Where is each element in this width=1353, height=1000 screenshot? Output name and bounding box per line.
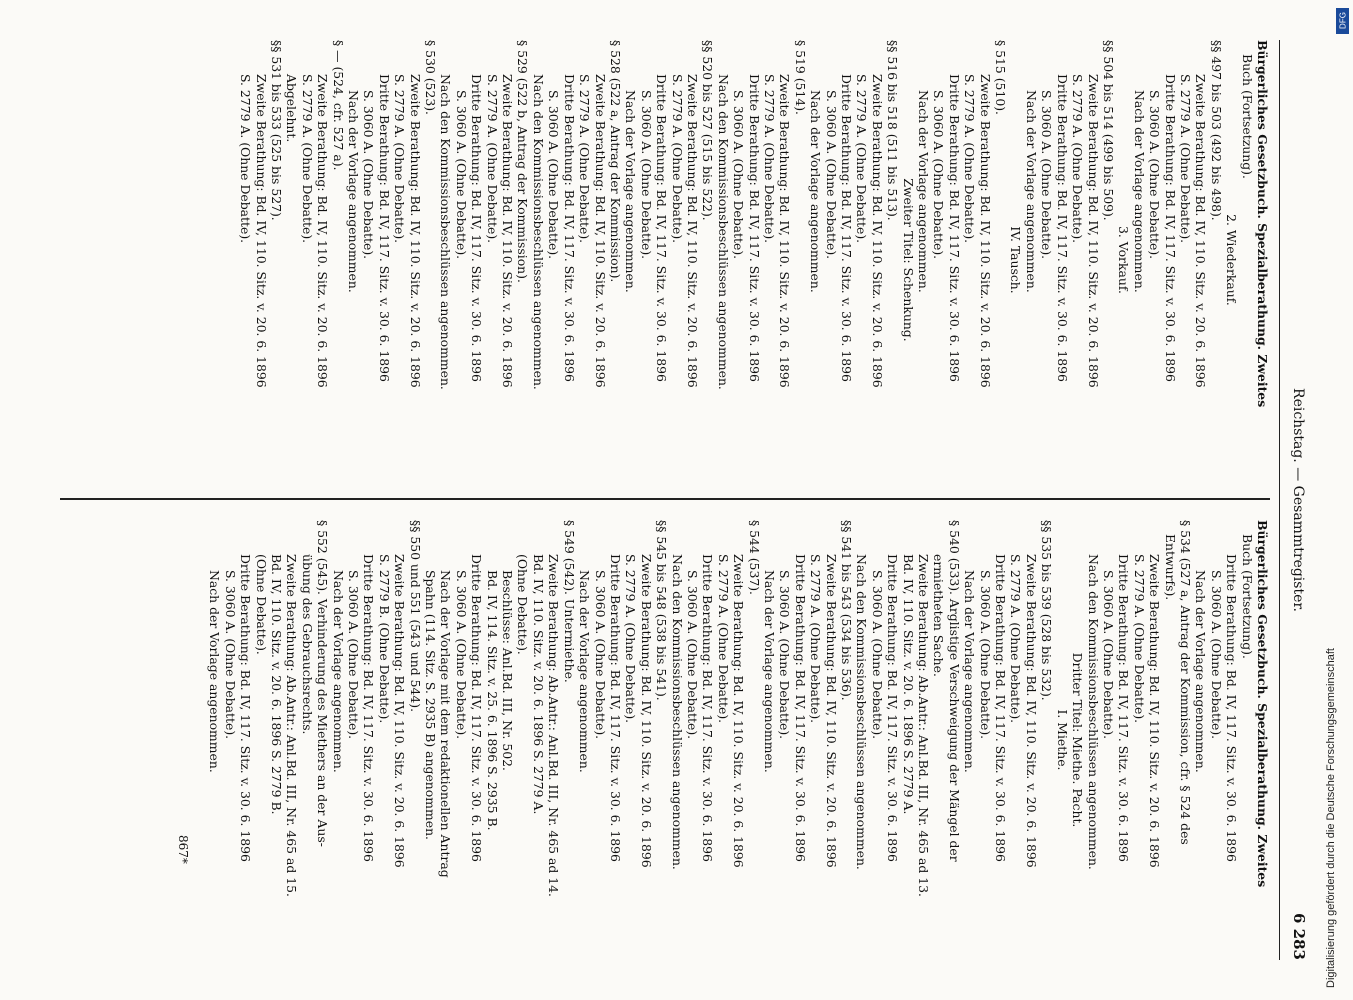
left_column-line: S. 3060 A. (Ohne Debatte). <box>1039 90 1055 260</box>
left_column-line: Nach der Vorlage angenommen. <box>808 90 824 293</box>
right_column-line: Nach den Kommissionsbeschlüssen angenommen. <box>1085 554 1101 870</box>
right_column-line: S. 2779 B. (Ohne Debatte). <box>376 554 392 724</box>
left_column-line: Dritte Berathung: Bd. IV, 117. Sitz. v. 30. 6. 1896 <box>1054 74 1070 382</box>
right_column-line: Nach der Vorlage angenommen. <box>962 570 978 773</box>
right_column-line: §§ 535 bis 539 (528 bis 532). <box>1039 520 1055 701</box>
right_column-line: Nach der Vorlage angenommen. <box>1193 570 1209 773</box>
right_column-line: Buch (Fortsetzung). <box>1239 534 1255 659</box>
left_column-line: Dritte Berathung: Bd. IV, 117. Sitz. v. 30. 6. 1896 <box>654 74 670 382</box>
right_column-line: Dritter Titel: Miethe. Pacht. <box>1070 652 1086 828</box>
right_column-line: S. 2779 A. (Ohne Debatte). <box>1008 554 1024 724</box>
left_column-line: §§ 504 bis 514 (499 bis 509). <box>1100 40 1116 221</box>
left_column-line: Zweite Berathung: Bd. IV, 110. Sitz. v. 20. 6. 1896 <box>500 74 516 388</box>
page-number: 6 283 <box>1290 913 1308 960</box>
right_column-line: Zweite Berathung: Ab.Antr.: Anl.Bd. III, Nr. 465 ad 15. <box>284 554 300 897</box>
left_column-line: 2. Wiederkauf. <box>1224 214 1240 306</box>
left_column-line: Nach der Vorlage angenommen. <box>916 90 932 293</box>
left_column-line: Nach der Vorlage angenommen. <box>1023 90 1039 293</box>
left-column <box>70 40 1270 480</box>
left_column-line: Zweite Berathung: Bd. IV, 110. Sitz. v. 20. 6. 1896 <box>1193 74 1209 388</box>
running-title: Reichstag. — Gesammtregister. <box>1290 388 1306 612</box>
left_column-line: Nach den Kommissionsbeschlüssen angenommen. <box>715 74 731 390</box>
left_column-line: 3. Vorkauf. <box>1116 226 1132 294</box>
left_column-line: S. 3060 A. (Ohne Debatte). <box>731 90 747 260</box>
right_column-line: § 534 (527 a, Antrag der Kommission, cfr. § 524 des <box>1177 520 1193 845</box>
left_column-line: S. 3060 A. (Ohne Debatte). <box>546 90 562 260</box>
right_column-line: Nach der Vorlage angenommen. <box>330 570 346 773</box>
right_column-line: S. 2779 A. (Ohne Debatte). <box>808 554 824 724</box>
left_column-line: S. 2779 A. (Ohne Debatte). <box>1070 74 1086 244</box>
right_column-line: Spahn (114. Sitz. S. 2935 B) angenommen. <box>423 570 439 840</box>
right_column-line: Zweite Berathung: Bd. IV, 110. Sitz. v. 20. 6. 1896 <box>392 554 408 868</box>
right_column-line: Nach den Kommissionsbeschlüssen angenommen. <box>669 554 685 870</box>
right_column-line: I. Miethe. <box>1054 709 1070 771</box>
left_column-line: Dritte Berathung: Bd. IV, 117. Sitz. v. 30. 6. 1896 <box>561 74 577 382</box>
right_column-line: § 552 (545). Verhinderung des Miethers an der Aus- <box>315 520 331 847</box>
right_column-line: Nach der Vorlage angenommen. <box>577 570 593 773</box>
left_column-line: Zweite Berathung: Bd. IV, 110. Sitz. v. 20. 6. 1896 <box>777 74 793 388</box>
left_column-line: Dritte Berathung: Bd. IV, 117. Sitz. v. 30. 6. 1896 <box>839 74 855 382</box>
digitization-sidebar <box>1323 8 1347 998</box>
left_column-line: §§ 497 bis 503 (492 bis 498). <box>1208 40 1224 221</box>
left_column-line: S. 2779 A. (Ohne Debatte). <box>299 74 315 244</box>
left_column-line: Nach der Vorlage angenommen. <box>623 90 639 293</box>
header-rule <box>1279 40 1280 960</box>
left_column-line: S. 2779 A. (Ohne Debatte). <box>1177 74 1193 244</box>
left_column-line: IV. Tausch. <box>1008 226 1024 294</box>
right_column-line: Nach der Vorlage angenommen. <box>207 570 223 773</box>
right_column-line: § 549 (542). Untermiethe. <box>561 520 577 683</box>
right_column-line: Dritte Berathung: Bd. IV, 117. Sitz. v. 30. 6. 1896 <box>993 554 1009 862</box>
left_column-line: S. 3060 A. (Ohne Debatte). <box>453 90 469 260</box>
right_column-line: Zweite Berathung: Ab.Antr.: Anl.Bd. III, Nr. 465 ad 13. <box>916 554 932 897</box>
right_column-line: S. 2779 A. (Ohne Debatte). <box>715 554 731 724</box>
right_column-line: Zweite Berathung: Bd. IV, 110. Sitz. v. 20. 6. 1896 <box>1023 554 1039 868</box>
right_column-line: Bd. IV, 110. Sitz. v. 20. 6. 1896 S. 2779 B. <box>269 554 284 815</box>
right_column-line: übung des Gebrauchsrechts. <box>299 554 315 735</box>
left_column-line: Buch (Fortsetzung). <box>1239 54 1255 179</box>
right_column-line: Dritte Berathung: Bd. IV, 117. Sitz. v. 30. 6. 1896 <box>238 554 254 862</box>
left_column-line: S. 2779 A. (Ohne Debatte). <box>962 74 978 244</box>
left_column-line: Zweite Berathung: Bd. IV, 110. Sitz. v. 20. 6. 1896 <box>869 74 885 388</box>
right_column-line: §§ 541 bis 543 (534 bis 536). <box>839 520 855 701</box>
left_column-line: Dritte Berathung: Bd. IV, 117. Sitz. v. 30. 6. 1896 <box>376 74 392 382</box>
left_column-line: § 519 (514). <box>792 40 808 115</box>
right_column-line: S. 3060 A. (Ohne Debatte). <box>592 570 608 740</box>
left_column-line: §§ 516 bis 518 (511 bis 513). <box>885 40 901 221</box>
right_column-line: S. 3060 A. (Ohne Debatte). <box>1100 570 1116 740</box>
right_column-line: Dritte Berathung: Bd. IV, 117. Sitz. v. 30. 6. 1896 <box>700 554 716 862</box>
right_column-line: S. 3060 A. (Ohne Debatte). <box>777 570 793 740</box>
right_column-line: Dritte Berathung: Bd. IV, 117. Sitz. v. 30. 6. 1896 <box>885 554 901 862</box>
left_column-line: §§ 531 bis 533 (525 bis 527). <box>269 40 284 221</box>
right_column-line: Bd. IV, 110. Sitz. v. 20. 6. 1896 S. 2779 A. <box>900 554 916 815</box>
page-header <box>1282 40 1310 960</box>
right_column-line: S. 3060 A. (Ohne Debatte). <box>346 570 362 740</box>
left_column-line: S. 2779 A. (Ohne Debatte). <box>484 74 500 244</box>
left_column-line: Bürgerliches Gesetzbuch. Spezialberathung. Zweites <box>1255 40 1270 408</box>
right_column-line: Entwurfs). <box>1162 534 1178 601</box>
left_column-line: § 529 (522 b, Antrag der Kommission). <box>515 40 531 283</box>
right_column-line: S. 3060 A. (Ohne Debatte). <box>684 570 700 740</box>
column-divider <box>60 498 1270 500</box>
right_column-line: S. 3060 A. (Ohne Debatte). <box>453 570 469 740</box>
left_column-line: § 528 (522 a, Antrag der Kommission). <box>607 40 623 283</box>
right_column-line: Dritte Berathung: Bd. IV, 117. Sitz. v. 30. 6. 1896 <box>792 554 808 862</box>
right_column-line: Nach der Vorlage angenommen. <box>762 570 777 773</box>
left_column-line: Zweite Berathung: Bd. IV, 110. Sitz. v. 20. 6. 1896 <box>684 74 700 388</box>
right_column-line: Dritte Berathung: Bd. IV, 117. Sitz. v. 30. 6. 1896 <box>607 554 623 862</box>
right_column-line: S. 3060 A. (Ohne Debatte). <box>977 570 993 740</box>
left_column-line: S. 3060 A. (Ohne Debatte). <box>1147 90 1163 260</box>
right_column-line: §§ 550 und 551 (543 und 544). <box>407 520 423 713</box>
right_column-line: ermietheten Sache. <box>931 554 947 677</box>
signature-mark: 867* <box>176 835 190 864</box>
left_column-line: Zweiter Titel: Schenkung. <box>900 178 916 342</box>
right_column-line: § 544 (537). <box>746 520 762 595</box>
left_column-line: Dritte Berathung: Bd. IV, 117. Sitz. v. 30. 6. 1896 <box>746 74 762 382</box>
dfg-logo-text: DFG <box>1338 12 1348 29</box>
left_column-line: § 530 (523). <box>423 40 439 115</box>
left_column-line: Dritte Berathung: Bd. IV, 117. Sitz. v. 30. 6. 1896 <box>1162 74 1178 382</box>
right_column-line: S. 3060 A. (Ohne Debatte). <box>869 570 885 740</box>
right-column <box>70 520 1270 960</box>
right_column-line: S. 3060 A. (Ohne Debatte). <box>1208 570 1224 740</box>
left_column-line: Nach der Vorlage angenommen. <box>346 90 362 293</box>
left_column-line: § — (524, cfr. 527 a). <box>330 40 346 171</box>
right_column-line: S. 2779 A. (Ohne Debatte). <box>623 554 639 724</box>
right_column-line: Beschlüsse: Anl.Bd. III, Nr. 502. <box>500 570 516 771</box>
left_column-line: Zweite Berathung: Bd. IV, 110. Sitz. v. 20. 6. 1896 <box>407 74 423 388</box>
digitization-credit: Digitalisierung gefördert durch die Deutsche Forschungsgemeinschaft <box>1325 648 1337 988</box>
right_column-line: Dritte Berathung: Bd. IV, 117. Sitz. v. 30. 6. 1896 <box>1224 554 1240 862</box>
right_column-line: S. 3060 A. (Ohne Debatte). <box>222 570 238 740</box>
left_column-line: Nach den Kommissionsbeschlüssen angenommen. <box>438 74 454 390</box>
left_column-line: Abgelehnt. <box>284 74 300 143</box>
left_column-line: S. 2779 A. (Ohne Debatte). <box>762 74 777 244</box>
left_column-line: §§ 520 bis 527 (515 bis 522). <box>700 40 716 221</box>
right_column-line: (Ohne Debatte). <box>515 554 531 655</box>
left_column-line: S. 3060 A. (Ohne Debatte). <box>361 90 377 260</box>
right_column-line: Zweite Berathung: Bd. IV, 110. Sitz. v. 20. 6. 1896 <box>638 554 654 868</box>
left_column-line: Zweite Berathung: Bd. IV, 110. Sitz. v. 20. 6. 1896 <box>315 74 331 388</box>
right_column-line: Dritte Berathung: Bd. IV, 117. Sitz. v. 30. 6. 1896 <box>1116 554 1132 862</box>
left_column-line: Dritte Berathung: Bd. IV, 117. Sitz. v. 30. 6. 1896 <box>946 74 962 382</box>
rotated-document <box>50 40 1310 960</box>
dfg-logo <box>1336 8 1349 34</box>
right_column-line: Bd. IV, 110. Sitz. v. 20. 6. 1896 S. 2779 A. <box>530 554 546 815</box>
left_column-line: S. 2779 A. (Ohne Debatte). <box>854 74 870 244</box>
left_column-line: Zweite Berathung: Bd. IV, 110. Sitz. v. 20. 6. 1896 <box>253 74 269 388</box>
left_column-line: Dritte Berathung: Bd. IV, 117. Sitz. v. 30. 6. 1896 <box>469 74 485 382</box>
left_column-line: S. 3060 A. (Ohne Debatte). <box>638 90 654 260</box>
right_column-line: Bd. IV, 114. Sitz. v. 25. 6. 1896 S. 2935 B. <box>484 570 500 831</box>
left_column-line: Nach der Vorlage angenommen. <box>1131 90 1147 293</box>
right_column-line: Dritte Berathung: Bd. IV, 117. Sitz. v. 30. 6. 1896 <box>469 554 485 862</box>
left_column-line: S. 3060 A. (Ohne Debatte). <box>823 90 839 260</box>
left_column-line: S. 2779 A. (Ohne Debatte). <box>392 74 408 244</box>
left_column-line: S. 2779 A. (Ohne Debatte). <box>238 74 254 244</box>
left_column-line: Zweite Berathung: Bd. IV, 110. Sitz. v. 20. 6. 1896 <box>592 74 608 388</box>
right_column-line: Bürgerliches Gesetzbuch. Spezialberathung. Zweites <box>1255 520 1270 888</box>
right_column-line: Nach der Vorlage mit dem redaktionellen Antrag <box>438 570 454 878</box>
right_column-line: (Ohne Debatte). <box>253 554 269 655</box>
right_column-line: Zweite Berathung: Ab.Antr.: Anl.Bd. III, Nr. 465 ad 14. <box>546 554 562 897</box>
right_column-line: § 540 (533). Arglistige Verschweigung der Mängel der <box>946 520 962 862</box>
left_column-line: Zweite Berathung: Bd. IV, 110. Sitz. v. 20. 6. 1896 <box>977 74 993 388</box>
left_column-line: Nach den Kommissionsbeschlüssen angenommen. <box>530 74 546 390</box>
left_column-line: Zweite Berathung: Bd. IV, 110. Sitz. v. 20. 6. 1896 <box>1085 74 1101 388</box>
right_column-line: Zweite Berathung: Bd. IV, 110. Sitz. v. 20. 6. 1896 <box>1147 554 1163 868</box>
left_column-line: § 515 (510). <box>993 40 1009 115</box>
right_column-line: §§ 545 bis 548 (538 bis 541). <box>654 520 670 701</box>
left_column-line: S. 3060 A. (Ohne Debatte). <box>931 90 947 260</box>
right_column-line: S. 2779 A. (Ohne Debatte). <box>1131 554 1147 724</box>
left_column-line: S. 2779 A. (Ohne Debatte). <box>669 74 685 244</box>
right_column-line: Dritte Berathung: Bd. IV, 117. Sitz. v. 30. 6. 1896 <box>361 554 377 862</box>
right_column-line: Nach den Kommissionsbeschlüssen angenommen. <box>854 554 870 870</box>
right_column-line: Zweite Berathung: Bd. IV, 110. Sitz. v. 20. 6. 1896 <box>823 554 839 868</box>
left_column-line: S. 2779 A. (Ohne Debatte). <box>577 74 593 244</box>
right_column-line: Zweite Berathung: Bd. IV, 110. Sitz. v. 20. 6. 1896 <box>731 554 747 868</box>
